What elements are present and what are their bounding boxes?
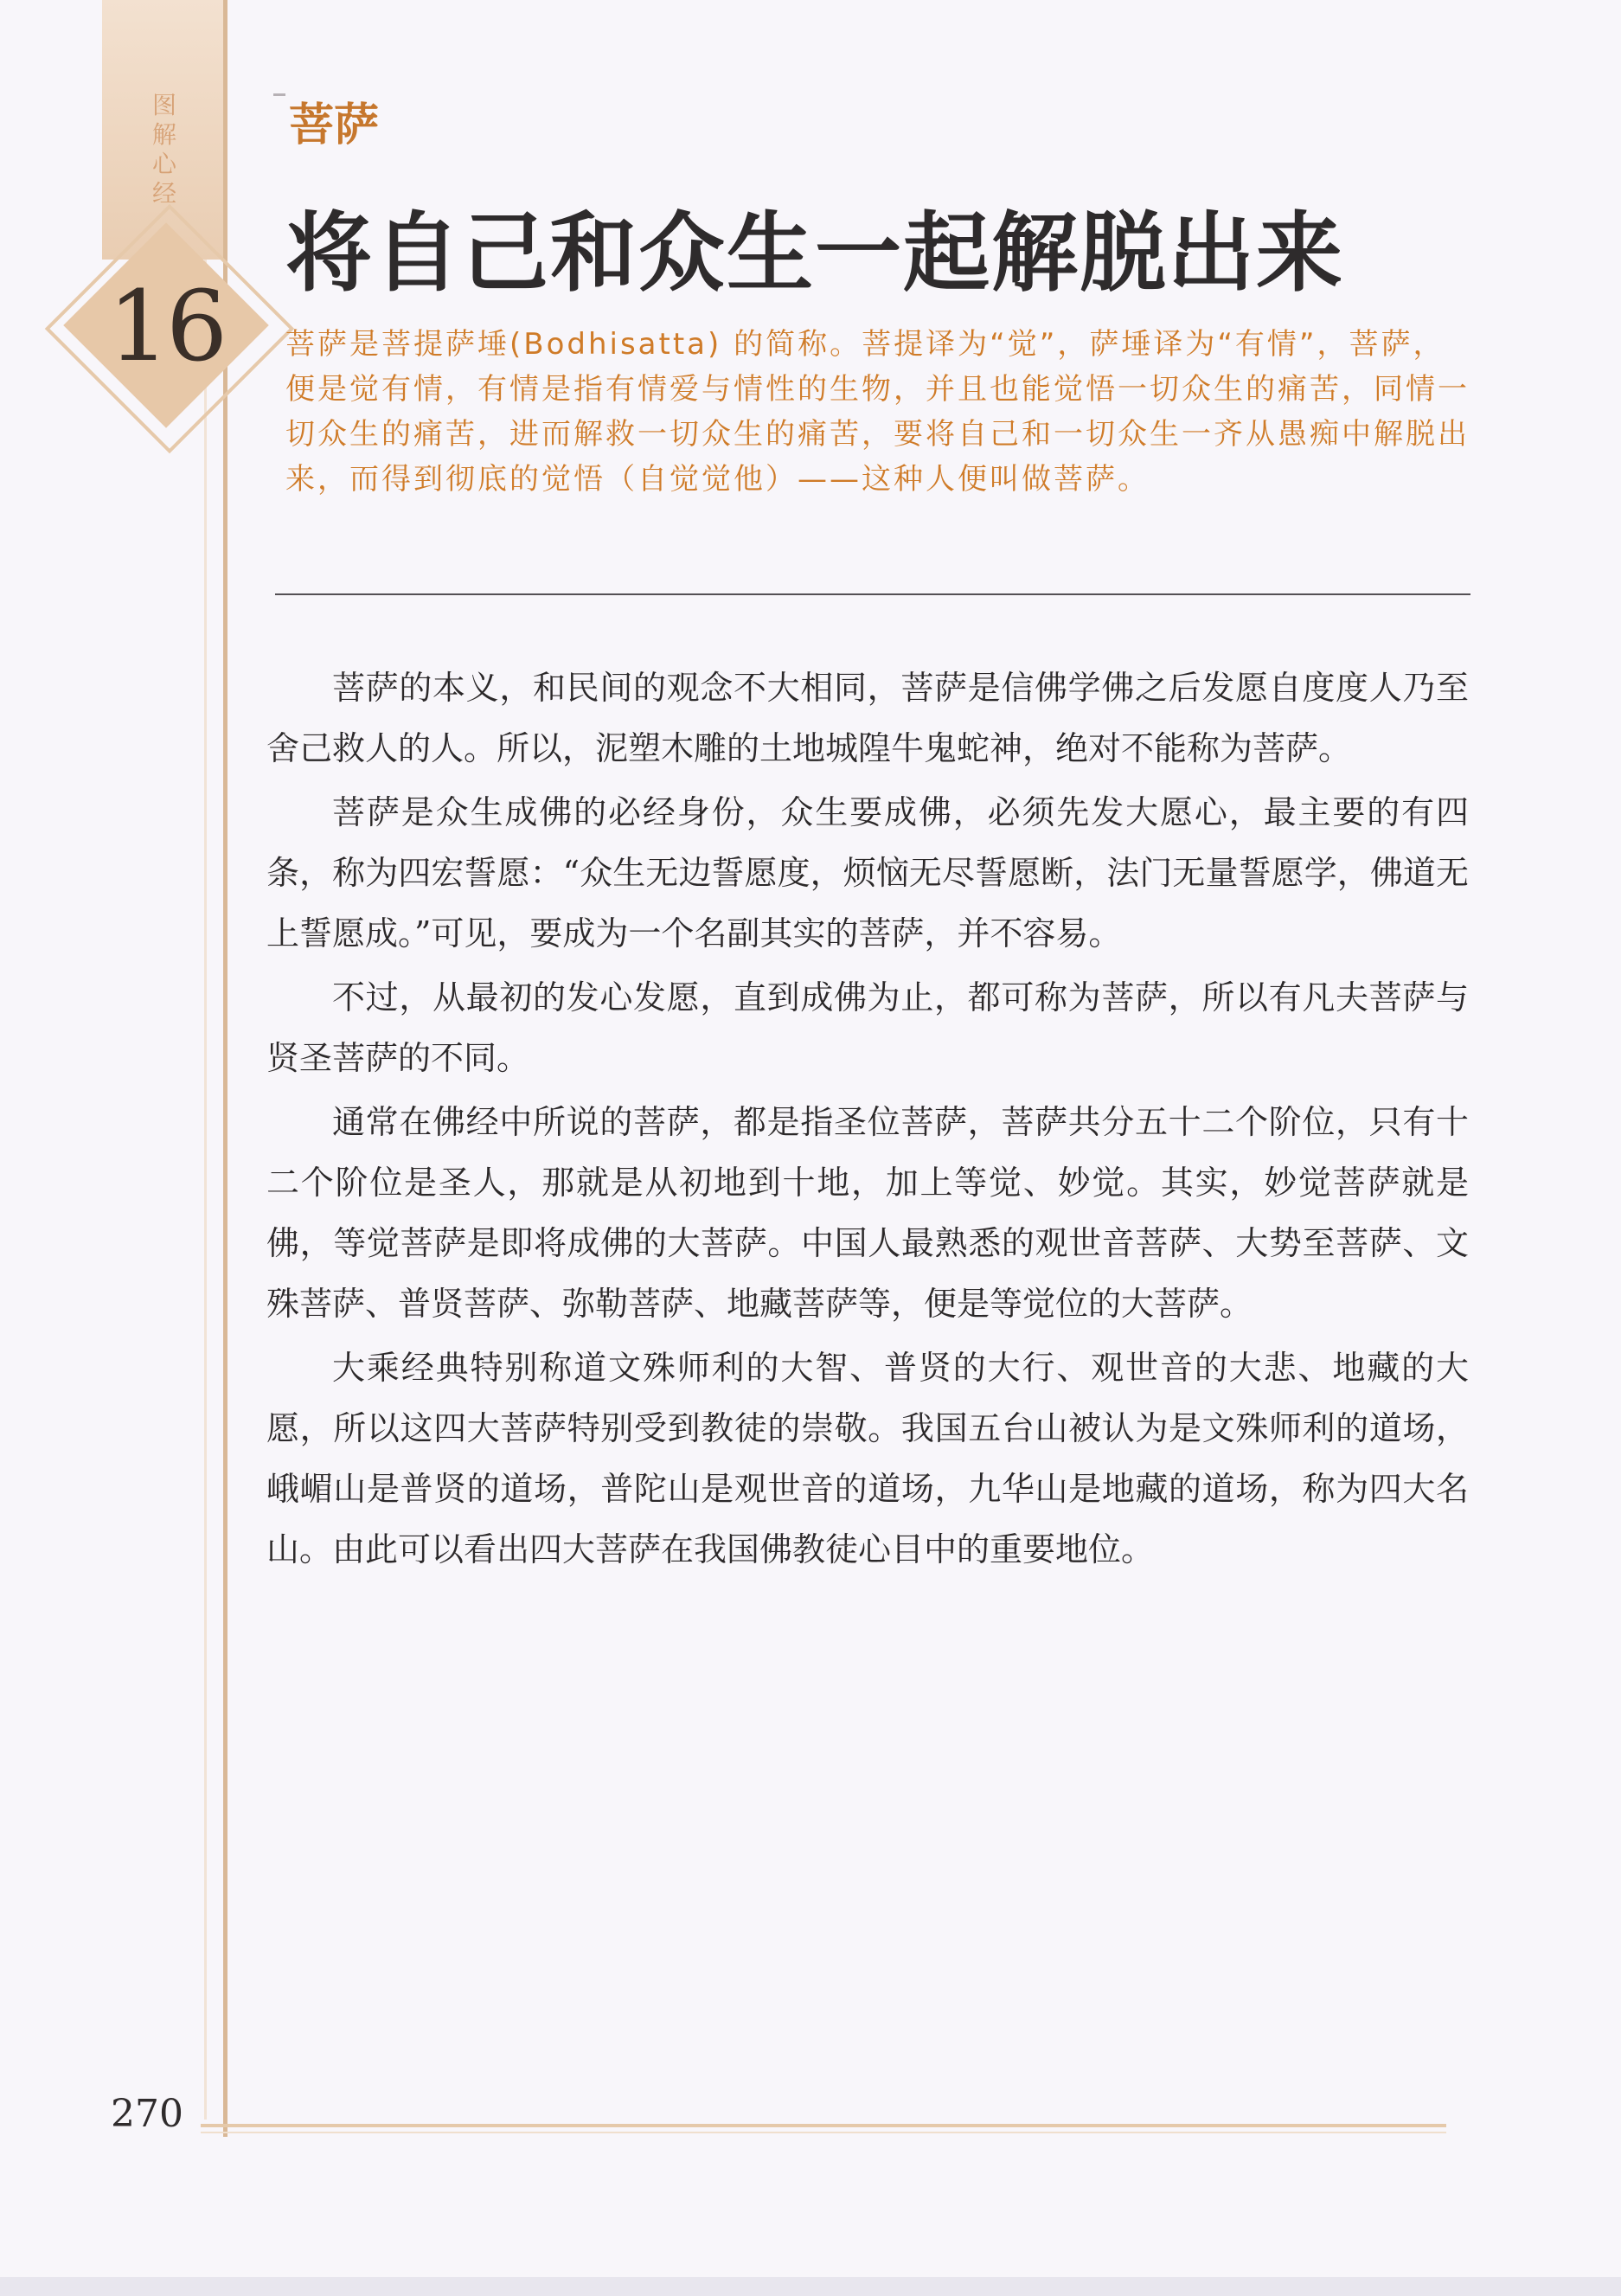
chapter-number: 16	[107, 271, 225, 383]
body-text	[266, 657, 1469, 1583]
intro-summary: 菩萨是菩提萨埵(Bodhisatta) 的简称。菩提译为“觉”，萨埵译为“有情”，菩萨，便是觉有情，有情是指有情爱与情性的生物，并且也能觉悟一切众生的痛苦，同情一切众生的痛苦，进而解救一切众生的痛苦，要将自己和一切众生一齐从愚痴中解脱出来，而得到彻底的觉悟（自觉觉他）——这种人便叫做菩萨。	[285, 327, 1470, 497]
page-title: 将自己和众生一起解脱出来	[285, 202, 1344, 304]
side-label-char: 心	[151, 150, 176, 178]
paragraph: 通常在佛经中所说的菩萨，都是指圣位菩萨，菩萨共分五十二个阶位，只有十二个阶位是圣人，那就是从初地到十地，加上等觉、妙觉。其实，妙觉菩萨就是佛，等觉菩萨是即将成佛的大菩萨。中国人最熟悉的观世音菩萨、大势至菩萨、文殊菩萨、普贤菩萨、弥勒菩萨、地藏菩萨等，便是等觉位的大菩萨。	[266, 1103, 1469, 1323]
paragraph: 菩萨是众生成佛的必经身份，众生要成佛，必须先发大愿心，最主要的有四条，称为四宏誓愿：“众生无边誓愿度，烦恼无尽誓愿断，法门无量誓愿学，佛道无上誓愿成。”可见，要成为一个名副其实的菩萨，并不容易。	[266, 793, 1469, 952]
footer-rule-light	[201, 2132, 1446, 2133]
paragraph: 不过，从最初的发心发愿，直到成佛为止，都可称为菩萨，所以有凡夫菩萨与贤圣菩萨的不同。	[266, 978, 1469, 1077]
section-label: 菩萨	[289, 99, 380, 151]
side-rule-light	[204, 260, 207, 2120]
side-label-char: 解	[151, 120, 176, 149]
divider	[275, 593, 1470, 595]
header-dash	[273, 93, 285, 96]
footer-rule	[201, 2124, 1446, 2127]
side-label-char: 经	[151, 179, 176, 208]
book-series-label	[145, 91, 183, 208]
page-number: 270	[111, 2092, 183, 2136]
side-label-char: 图	[151, 91, 176, 119]
scan-edge	[0, 2277, 1621, 2296]
paragraph: 菩萨的本义，和民间的观念不大相同，菩萨是信佛学佛之后发愿自度度人乃至舍己救人的人。所以，泥塑木雕的土地城隍牛鬼蛇神，绝对不能称为菩萨。	[266, 669, 1469, 767]
paragraph: 大乘经典特别称道文殊师利的大智、普贤的大行、观世音的大悲、地藏的大愿，所以这四大菩萨特别受到教徒的崇敬。我国五台山被认为是文殊师利的道场，峨嵋山是普贤的道场，普陀山是观世音的道场，九华山是地藏的道场，称为四大名山。由此可以看出四大菩萨在我国佛教徒心目中的重要地位。	[266, 1349, 1469, 1568]
